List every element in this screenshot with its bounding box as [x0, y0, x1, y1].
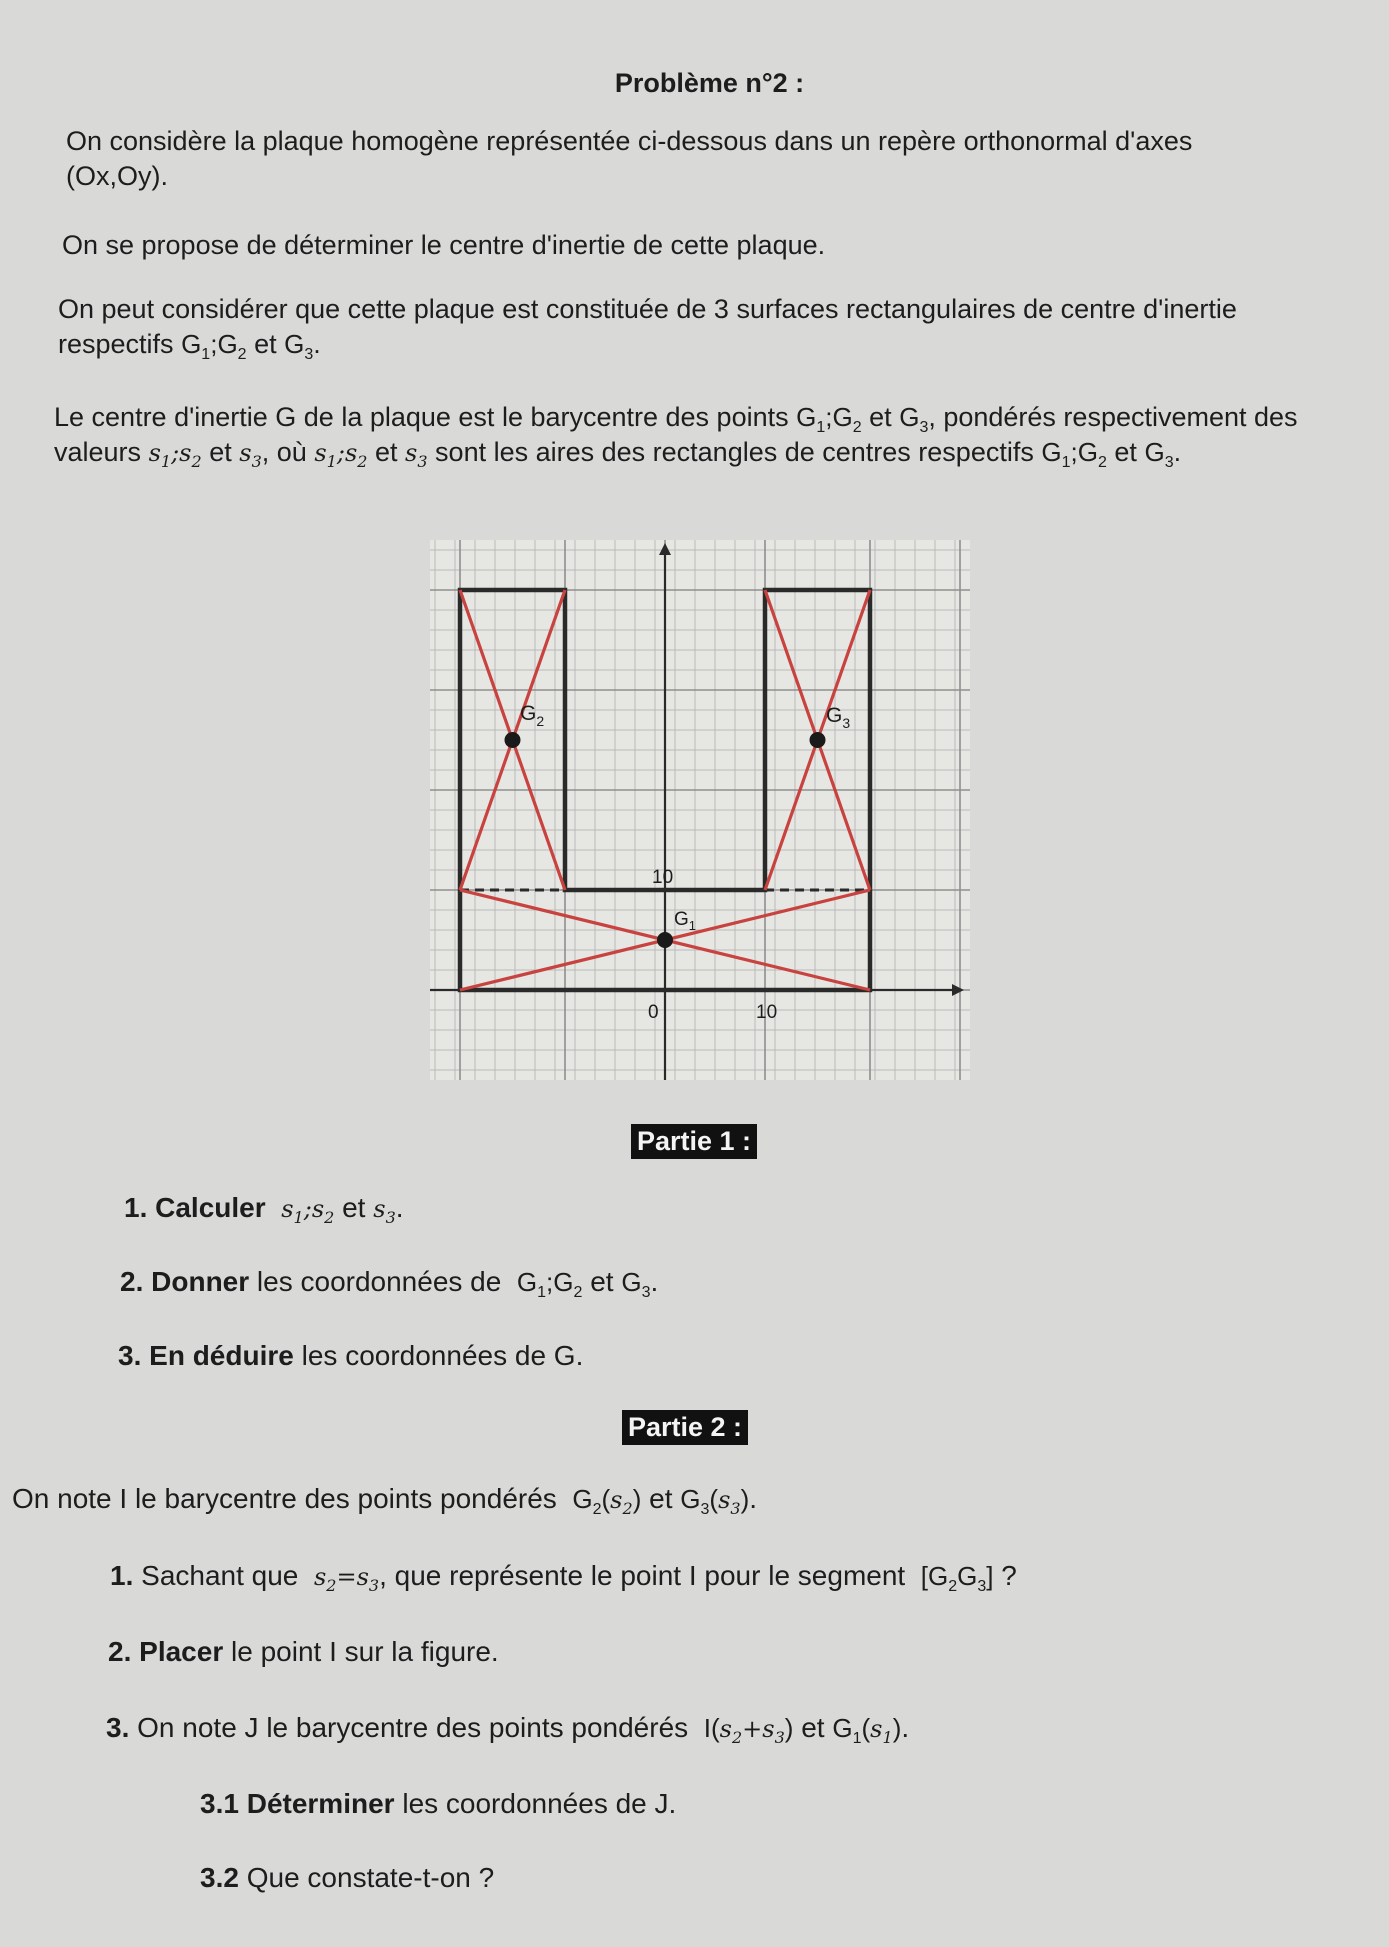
problem-title: Problème n°2 :	[614, 68, 805, 98]
intro-paragraph-4: Le centre d'inertie G de la plaque est le barycentre des points $G_1;G_2$ et $G_3$, pondérés respectivement des valeurs $s_1;s_2$ et $s_3$, où $s_1;s_2$ et $s_3$ sont les aires des rectangles de centres respectifs $G_1;G_2$ et $G_3$.	[54, 402, 1298, 471]
point-g1	[657, 932, 673, 948]
intro-paragraph-3: On peut considérer que cette plaque est constituée de 3 surfaces rectangulaires de centre d'inertie respectifs $G_1;G_2$ et $G_3$.	[58, 294, 1237, 363]
partie2-question-3-2: 3.2 Que constate-t-on ?	[200, 1862, 495, 1893]
label-g2: $G_2$	[520, 702, 545, 729]
plate-figure	[430, 540, 970, 1080]
partie2-question-3: 3. On note J le barycentre des points pondérés $I(s_2+s_3)$ et $G_1(s_1)$.	[106, 1712, 910, 1747]
partie-1-label: Partie 1 :	[631, 1124, 757, 1159]
partie-2-label: Partie 2 :	[622, 1410, 748, 1445]
point-g3	[810, 732, 826, 748]
partie2-question-2: 2. Placer le point I sur la figure.	[108, 1636, 499, 1667]
intro-paragraph-2: On se propose de déterminer le centre d'inertie de cette plaque.	[62, 230, 826, 260]
label-g1: $G_1$	[674, 909, 697, 933]
partie2-question-3-1: 3.1 Déterminer les coordonnées de J.	[200, 1788, 677, 1819]
label-origin: 0	[648, 1002, 659, 1023]
point-g2	[505, 732, 521, 748]
partie2-intro: On note I le barycentre des points pondérés $G_2(s_2)$ et $G_3(s_3)$.	[12, 1483, 758, 1518]
label-ten-y: 10	[652, 867, 674, 888]
partie1-question-3: 3. En déduire les coordonnées de G.	[118, 1340, 584, 1371]
label-g3: $G_3$	[826, 704, 851, 731]
partie1-question-2: 2. Donner les coordonnées de $G_1;G_2$ et $G_3$.	[120, 1266, 659, 1301]
partie2-question-1: 1. Sachant que $s_2=s_3$, que représente le point I pour le segment $[G_2G_3]$ ?	[110, 1560, 1017, 1595]
label-ten-x: 10	[756, 1002, 778, 1023]
intro-paragraph-1: On considère la plaque homogène représentée ci-dessous dans un repère orthonormal d'axes (Ox,Oy).	[66, 126, 1193, 191]
partie1-question-1: 1. Calculer $s_1;s_2$ et $s_3$.	[124, 1192, 404, 1227]
